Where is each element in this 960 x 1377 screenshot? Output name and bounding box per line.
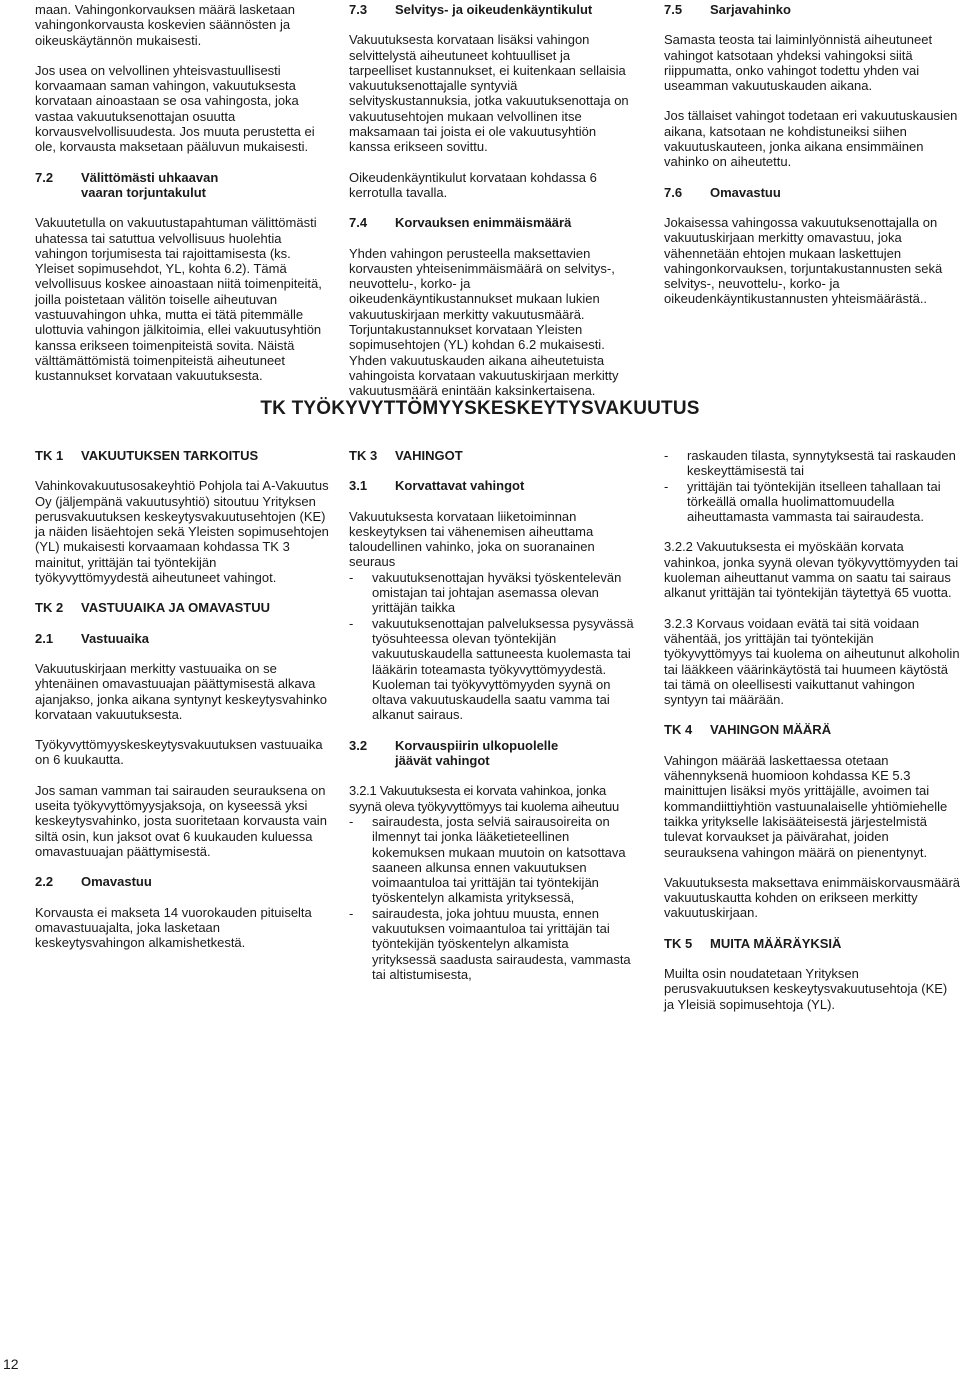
bottom-column-2	[349, 448, 635, 982]
section-heading-tk3	[349, 448, 635, 463]
section-heading-tk4	[664, 722, 960, 737]
section-heading-tk2	[35, 600, 331, 615]
paragraph: Vakuutetulla on vakuutustapahtuman välittömästi uhatessa tai satuttua velvollisuus huolehtia vahingon torjumisesta tai rajoittamisesta (ks. Yleiset sopimusehdot, YL, kohta 6.2). Tämä velvollisuus koskee ainoastaan niitä toimenpiteitä, joilla poistetaan välitön toiselle aiheutuvan vastuuvahingon uhka, mutta ei tätä pitemmälle ulottuvia vahingon jälkitoimia, ellei vakuutusyhtiön kanssa erikseen toimenpiteistä sovita. Näistä välttämättömistä toimenpiteistä aiheutuneet kustannukset korvataan vakuutuksesta.	[35, 215, 322, 384]
section-number: 7.3	[349, 2, 368, 17]
section-heading-7-4	[349, 215, 635, 230]
section-title: Korvauspiirin ulkopuolelle jäävät vahingot	[395, 737, 559, 769]
list-item-text: vakuutuksenottajan hyväksi työskentelevän omistajan tai johtajan asemassa olevan yrittäjän taikka	[372, 569, 622, 616]
list-item-text: sairaudesta, josta selviä sairausoireita on ilmennyt tai jonka lääketieteellinen kokemuksen mukaan muutoin on katsottava saaneen alkunsa ennen vakuutuksen voimaantuloa tai yrittäjän tai työntekijän työskentelyn alkamista yrityksessä,	[372, 813, 626, 906]
dash-bullet: -	[664, 478, 669, 494]
list-item	[349, 814, 635, 906]
section-heading-tk1	[35, 448, 331, 463]
list-item	[664, 479, 960, 525]
section-title: Selvitys- ja oikeudenkäyntikulut	[395, 2, 593, 17]
section-number: TK 4	[664, 722, 693, 738]
section-title: Omavastuu	[710, 184, 781, 200]
section-number: TK 2	[35, 600, 64, 616]
section-heading-7-5	[664, 2, 960, 17]
bottom-column-1	[35, 448, 331, 965]
bottom-column-3	[664, 448, 960, 1027]
paragraph: Vakuutuskirjaan merkitty vastuuaika on se yhtenäinen omavastuuajan päättymisestä alkava ajanjakso, jonka aikana syntynyt keskeytysvahinko korvataan vakuutuksesta.	[35, 660, 327, 722]
paragraph: Jos saman vamman tai sairauden seurauksena on useita työkyvyttömyysjaksoja, on kyseessä yksi keskeytysvahinko, josta suoritetaan korvausta vain siltä osin, kun jaksot ovat 6 kuukauden kuluessa omavastuuajan päättymisestä.	[35, 782, 327, 859]
paragraph: maan. Vahingonkorvauksen määrä lasketaan vahingonkorvausta koskevien säännösten ja oikeuskäytännön mukaisesti.	[35, 2, 295, 48]
section-heading-2-2	[35, 874, 331, 889]
list-item-text: raskauden tilasta, synnytyksestä tai raskauden keskeyttämisestä tai	[687, 448, 956, 479]
paragraph: Jos tällaiset vahingot todetaan eri vakuutuskausien aikana, katsotaan ne kohdistuneiksi siihen vakuutuskauteen, jonka aikana ensimmäinen vahinko on aiheutettu.	[664, 108, 958, 170]
paragraph: Vakuutuksesta korvataan liiketoiminnan keskeytyksen tai vähenemisen aiheuttama taloudellinen vahinko, joka on suoranainen seuraus	[349, 508, 595, 570]
paragraph: Jokaisessa vahingossa vakuutuksenottajalla on vakuutuskirjaan merkitty omavastuu, joka vähennetään ehtojen mukaan laskettujen vahingonkorvauksen, torjuntakustannusten sekä selvitys-, neuvottelu-, korko- ja oikeudenkäyntikustannusten yhteismäärästä..	[664, 214, 943, 307]
list-item-text: vakuutuksenottajan palveluksessa pysyvässä työsuhteessa olevan työntekijän vakuutuskaudella sattuneesta kuolemasta tai lääkärin toteamasta työkyvyttömyydestä. Kuoleman tai työkyvyttömyyden syynä on oltava vakuutuskaudella saatu vamma tai alkanut sairaus.	[372, 615, 634, 723]
section-title: Korvauksen enimmäismäärä	[395, 215, 572, 231]
section-number: 3.1	[349, 478, 368, 494]
paragraph: Jos usea on velvollinen yhteisvastuullisesti korvaamaan saman vahingon, vakuutuksesta korvataan ainoastaan se osa vahingosta, joka vastaa vakuutuksenottajan osuutta korvausvelvollisuudesta. Jos muuta perustetta ei ole, korvausta maksetaan pääluvun mukaisesti.	[35, 62, 315, 155]
paragraph: 3.2.2 Vakuutuksesta ei myöskään korvata vahinkoa, jonka syynä olevan työkyvyttömyyden tai kuoleman aiheuttanut vamma on saatu tai sairaus alkanut yrittäjän tai työntekijän täytettyä 65 vuotta.	[664, 539, 959, 601]
section-title: Korvattavat vahingot	[395, 478, 525, 494]
section-number: 7.6	[664, 184, 683, 200]
section-heading-tk5	[664, 936, 960, 951]
section-title: Vastuuaika	[81, 630, 149, 646]
paragraph: Vahinkovakuutusosakeyhtiö Pohjola tai A-Vakuutus Oy (jäljempänä vakuutusyhtiö) sitoutuu Yrityksen perusvakuutuksen keskeytysvakuutusehtojen (KE) ja näiden lisäehtojen sekä Yleisten sopimusehtojen (YL) mukaisesti korvaamaan kohdassa TK 3 mainitut, yrittäjän tai työntekijän työkyvyttömyydestä aiheutuneet vahingot.	[35, 478, 329, 586]
section-title: Sarjavahinko	[710, 2, 791, 17]
section-heading-2-1	[35, 631, 331, 646]
section-title: Välittömästi uhkaavan vaaran torjuntakulut	[81, 169, 219, 200]
section-number: 7.2	[35, 169, 54, 185]
section-number: 7.5	[664, 2, 683, 17]
section-heading-7-6	[664, 185, 960, 200]
top-column-2	[349, 2, 635, 414]
section-title: VASTUUAIKA JA OMAVASTUU	[81, 600, 270, 616]
page-number: 12	[3, 1356, 19, 1372]
list-item	[349, 906, 635, 982]
list-item	[664, 448, 960, 479]
paragraph: Samasta teosta tai laiminlyönnistä aiheutuneet vahingot katsotaan yhdeksi vahingoksi siitä riippumatta, onko vahingot todettu yhden vai useamman vakuutuskauden aikana.	[664, 32, 933, 94]
section-title: Omavastuu	[81, 874, 152, 890]
dash-bullet: -	[664, 448, 669, 463]
top-column-1	[35, 2, 331, 399]
section-number: 2.2	[35, 874, 54, 890]
dash-bullet: -	[349, 905, 354, 921]
page-title: TK TYÖKYVYTTÖMYYSKESKEYTYSVAKUUTUS	[260, 398, 700, 419]
paragraph: 3.2.1 Vakuutuksesta ei korvata vahinkoa, jonka syynä oleva työkyvyttömyys tai kuolema aiheutuu	[349, 783, 619, 814]
section-heading-7-3	[349, 2, 635, 17]
list-item-text: yrittäjän tai työntekijän itselleen tahallaan tai törkeällä omalla huolimattomuudella aiheuttamasta vammasta tai sairaudesta.	[687, 478, 941, 525]
dash-bullet: -	[349, 615, 354, 631]
section-heading-3-1	[349, 478, 635, 493]
paragraph: Vakuutuksesta maksettava enimmäiskorvausmäärä vakuutuskautta kohden on erikseen merkitty vakuutuskirjaan.	[664, 874, 960, 921]
list-item	[349, 616, 635, 723]
paragraph: Yhden vahingon perusteella maksettavien korvausten yhteisenimmäismäärä on selvitys-, neuvottelu-, korko- ja oikeudenkäyntikustannukset mukaan lukien vakuutuskirjaan merkitty vakuutusmäärä. Torjuntakustannukset korvataan Yleisten sopimusehtojen (YL) kohdan 6.2 mukaisesti. Yhden vakuutuskauden aikana aiheutetuista vahingoista korvataan vakuutuskirjaan merkitty vakuutusmäärä enintään kaksinkertaisena.	[349, 245, 619, 399]
section-title: MUITA MÄÄRÄYKSIÄ	[710, 935, 842, 951]
dash-bullet: -	[349, 813, 354, 829]
dash-bullet: -	[349, 569, 354, 585]
section-number: 3.2	[349, 737, 368, 753]
paragraph: Vakuutuksesta korvataan lisäksi vahingon selvittelystä aiheutuneet kohtuulliset ja tarpeelliset kustannukset, ei kuitenkaan sellaisia vakuutuksenottajalle syntyviä selvityskustannuksia, jotka vakuutuksenottaja on vakuutusehtojen mukaan velvollinen itse maksamaan tai joista ei ole vakuutusyhtiön kanssa erikseen sovittu.	[349, 32, 629, 155]
section-heading-3-2	[349, 738, 635, 769]
top-column-3	[664, 2, 960, 322]
section-heading-7-2	[35, 170, 331, 201]
list-item-text: sairaudesta, joka johtuu muusta, ennen vakuutuksen voimaantuloa tai yrittäjän tai työntekijän työskentelyn alkamista yrityksessä saadusta sairaudesta, vammasta tai altistumisesta,	[372, 905, 631, 982]
section-number: TK 3	[349, 448, 378, 463]
list-item	[349, 570, 635, 616]
section-number: 2.1	[35, 630, 54, 646]
section-number: 7.4	[349, 215, 368, 231]
paragraph: Työkyvyttömyyskeskeytysvakuutuksen vastuuaika on 6 kuukautta.	[35, 737, 323, 768]
section-title: VAHINGOT	[395, 448, 463, 463]
section-number: TK 5	[664, 935, 693, 951]
section-title: VAKUUTUKSEN TARKOITUS	[81, 448, 259, 463]
paragraph: Korvausta ei makseta 14 vuorokauden pituiselta omavastuuajalta, joka lasketaan keskeytysvahingon alkamishetkestä.	[35, 904, 312, 951]
paragraph: Oikeudenkäyntikulut korvataan kohdassa 6 kerrotulla tavalla.	[349, 169, 597, 200]
paragraph: Muilta osin noudatetaan Yrityksen perusvakuutuksen keskeytysvakuutusehtoja (KE) ja Yleisiä sopimusehtoja (YL).	[664, 966, 948, 1012]
paragraph: Vahingon määrää laskettaessa otetaan vähennyksenä huomioon kohdassa KE 5.3 mainittujen lisäksi myös yrittäjälle, avoimen tai kommandiittiyhtiön vastuunalaiselle yhtiömiehelle taikka yritykselle lakisääteisestä järjestelmistä tulevat korvaukset ja päivärahat, joiden seurauksena vahingon määrä on pienentynyt.	[664, 752, 948, 860]
section-number: TK 1	[35, 448, 64, 463]
section-title: VAHINGON MÄÄRÄ	[710, 722, 832, 738]
paragraph: 3.2.3 Korvaus voidaan evätä tai sitä voidaan vähentää, jos yrittäjän tai työntekijän työkyvyttömyys tai kuolema on aiheutunut alkoholin tai lääkkeen väärinkäytöstä tai huumeen käytöstä tai tämä on oleellisesti vaikuttanut vahingon syntyyn tai määrään.	[664, 615, 960, 708]
